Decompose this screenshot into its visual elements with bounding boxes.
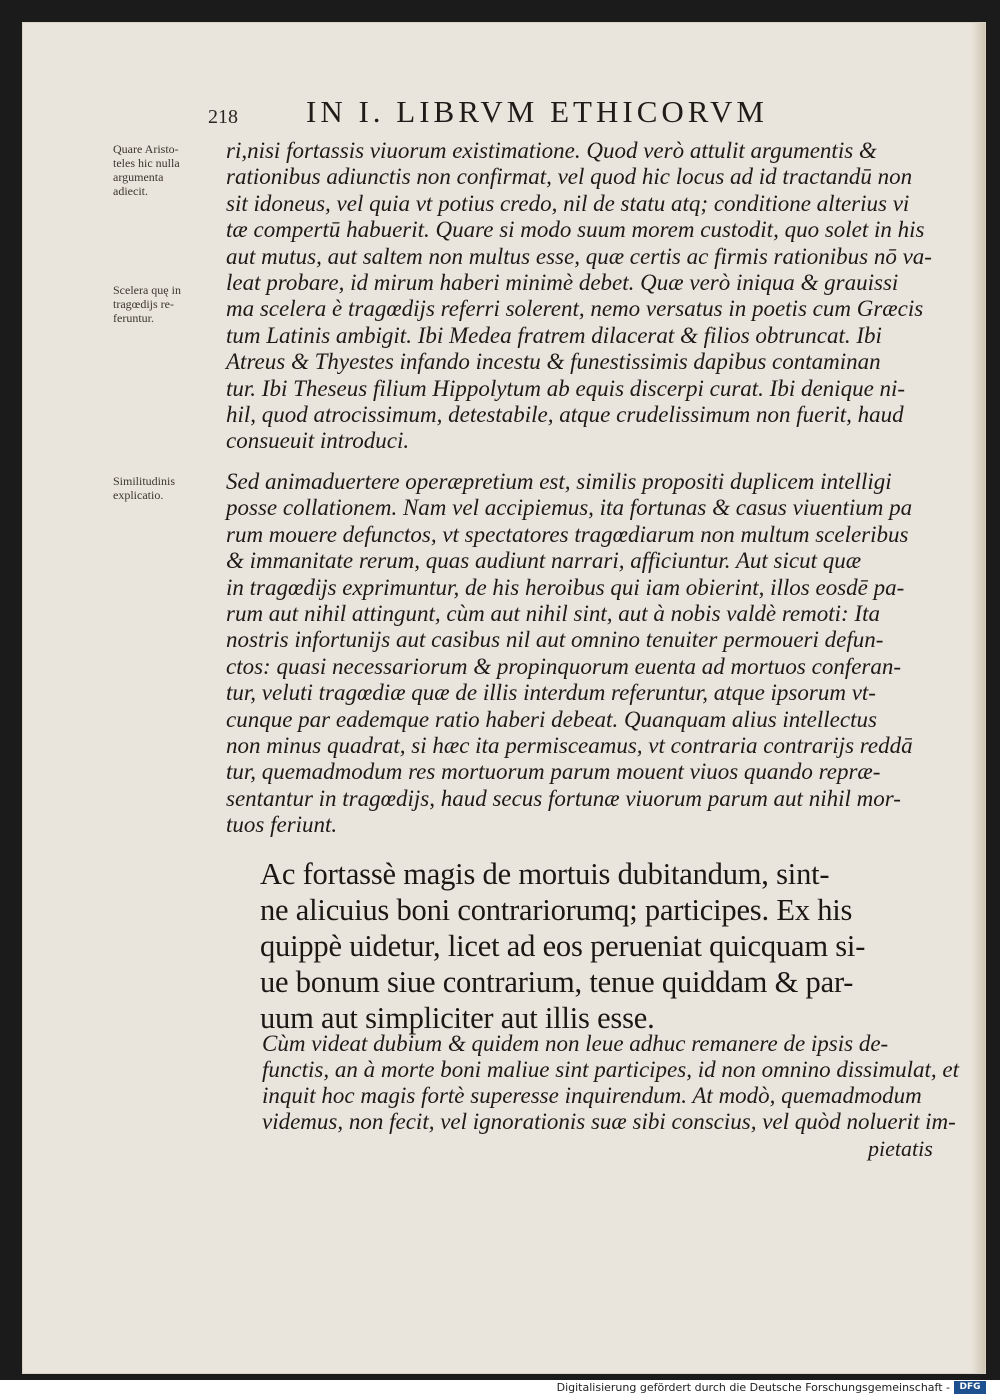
text-line: in tragœdijs exprimuntur, de his heroibus qui iam obierint, illos eosdē pa- (226, 574, 905, 600)
text-line: sentantur in tragœdijs, haud secus fortunæ viuorum parum aut nihil mor- (226, 785, 901, 811)
text-line: Sed animaduertere operæpretium est, similis propositi duplicem intelligi (226, 469, 892, 494)
text-line: ue bonum siue contrarium, tenue quiddam & par- (260, 965, 854, 999)
text-line: cunque par eademque ratio haberi debeat. Quanquam alius intellectus (226, 706, 877, 732)
text-line: sit idoneus, vel quia vt potius credo, nil de statu atq; conditione alterius vi (226, 190, 910, 216)
text-line: nostris infortunijs aut casibus nil aut omnino tenuiter permoueri defun- (226, 627, 884, 653)
text-line: functis, an à morte boni maliue sint participes, id non omnino dissimulat, et (262, 1057, 960, 1082)
margin-note-line: tragœdijs re- (113, 297, 174, 311)
text-line: uum aut simpliciter aut illis esse. (260, 1001, 655, 1035)
text-line: consueuit introduci. (226, 428, 410, 454)
text-line: rationibus adiunctis non confirmat, vel quod hic locus ad id tractandū non (226, 164, 913, 190)
margin-note-1 (113, 142, 217, 198)
margin-note-line: feruntur. (113, 311, 154, 325)
text-line: inquit hoc magis fortè superesse inquirendum. At modò, quemadmodum (262, 1083, 922, 1108)
catchword: pietatis (868, 1136, 933, 1161)
text-line: tuos feriunt. (226, 812, 338, 838)
page-edge-shadow (971, 23, 985, 1373)
text-line: ne alicuius boni contrariorumq; participes. Ex his (260, 893, 853, 927)
margin-note-3 (113, 474, 217, 502)
text-line: videmus, non fecit, vel ignorationis suæ sibi conscius, vel quòd noluerit im- (262, 1109, 956, 1134)
margin-note-line: Scelera quę in (113, 283, 181, 297)
page-header (208, 92, 778, 136)
running-title: IN I. LIBRVM ETHICORVM (306, 94, 768, 129)
text-line: tur, quemadmodum res mortuorum parum mouent viuos quando repræ- (226, 759, 881, 785)
margin-note-line: teles hic nulla (113, 156, 180, 170)
text-line: non minus quadrat, si hæc ita permisceamus, vt contraria contrarijs reddā (226, 733, 913, 759)
footer-credit: Digitalisierung gefördert durch die Deutsche Forschungsgemeinschaft - (556, 1381, 950, 1394)
text-line: rum mouere defunctos, vt spectatores tragœdiarum non multum sceleribus (226, 521, 909, 547)
dfg-logo-icon: DFG (954, 1381, 986, 1394)
paragraph-3-aristotle-text (260, 856, 950, 1036)
text-line: Atreus & Thyestes infando incestu & funestissimis dapibus contaminan (226, 349, 881, 375)
text-line: tæ compertū habuerit. Quare si modo suum morem custodit, quo solet in his (226, 217, 925, 243)
text-line: ctos: quasi necessariorum & propinquorum euenta ad mortuos conferan- (226, 653, 902, 679)
text-line: posse collationem. Nam vel accipiemus, ita fortunas & casus viuentium pa (226, 495, 913, 521)
text-line: tur, veluti tragœdiæ quæ de illis interdum referuntur, atque ipsorum vt- (226, 680, 876, 706)
paragraph-2 (226, 469, 916, 839)
margin-note-2 (113, 283, 217, 325)
page-number: 218 (208, 106, 238, 128)
text-line: & immanitate rerum, quas audiunt narrari, afficiuntur. Aut sicut quæ (226, 548, 862, 574)
margin-note-line: adiecit. (113, 184, 148, 198)
margin-note-line: explicatio. (113, 488, 164, 502)
text-line: Ac fortassè magis de mortuis dubitandum, sint- (260, 857, 830, 891)
text-line: tur. Ibi Theseus filium Hippolytum ab equis discerpi curat. Ibi denique ni- (226, 375, 906, 401)
text-line: aut mutus, aut saltem non multus esse, quæ certis ac firmis rationibus nō va- (226, 243, 932, 269)
text-line: quippè uidetur, licet ad eos perueniat quicquam si- (260, 929, 866, 963)
text-line: ri,nisi fortassis viuorum existimatione. Quod verò attulit argumentis & (226, 138, 877, 163)
text-line: hil, quod atrocissimum, detestabile, atque crudelissimum non fuerit, haud (226, 402, 904, 428)
text-line: tum Latinis ambigit. Ibi Medea fratrem dilacerat & filios obtruncat. Ibi (226, 322, 882, 348)
margin-note-line: Similitudinis (113, 474, 176, 488)
text-line: ma scelera è tragœdijs referri solerent, nemo versatus in poetis cum Græcis (226, 296, 924, 322)
paragraph-1 (226, 138, 932, 455)
margin-note-line: Quare Aristo- (113, 142, 179, 156)
margin-note-line: argumenta (113, 170, 164, 184)
paragraph-4 (262, 1031, 960, 1135)
text-line: leat probare, id mirum haberi minimè debet. Quæ verò iniqua & grauissi (226, 270, 899, 296)
text-line: rum aut nihil attingunt, cùm aut nihil sint, aut à nobis valdè remoti: Ita (226, 601, 880, 627)
footer-bar (0, 1380, 1000, 1396)
text-line: Cùm videat dubium & quidem non leue adhuc remanere de ipsis de- (262, 1031, 889, 1056)
